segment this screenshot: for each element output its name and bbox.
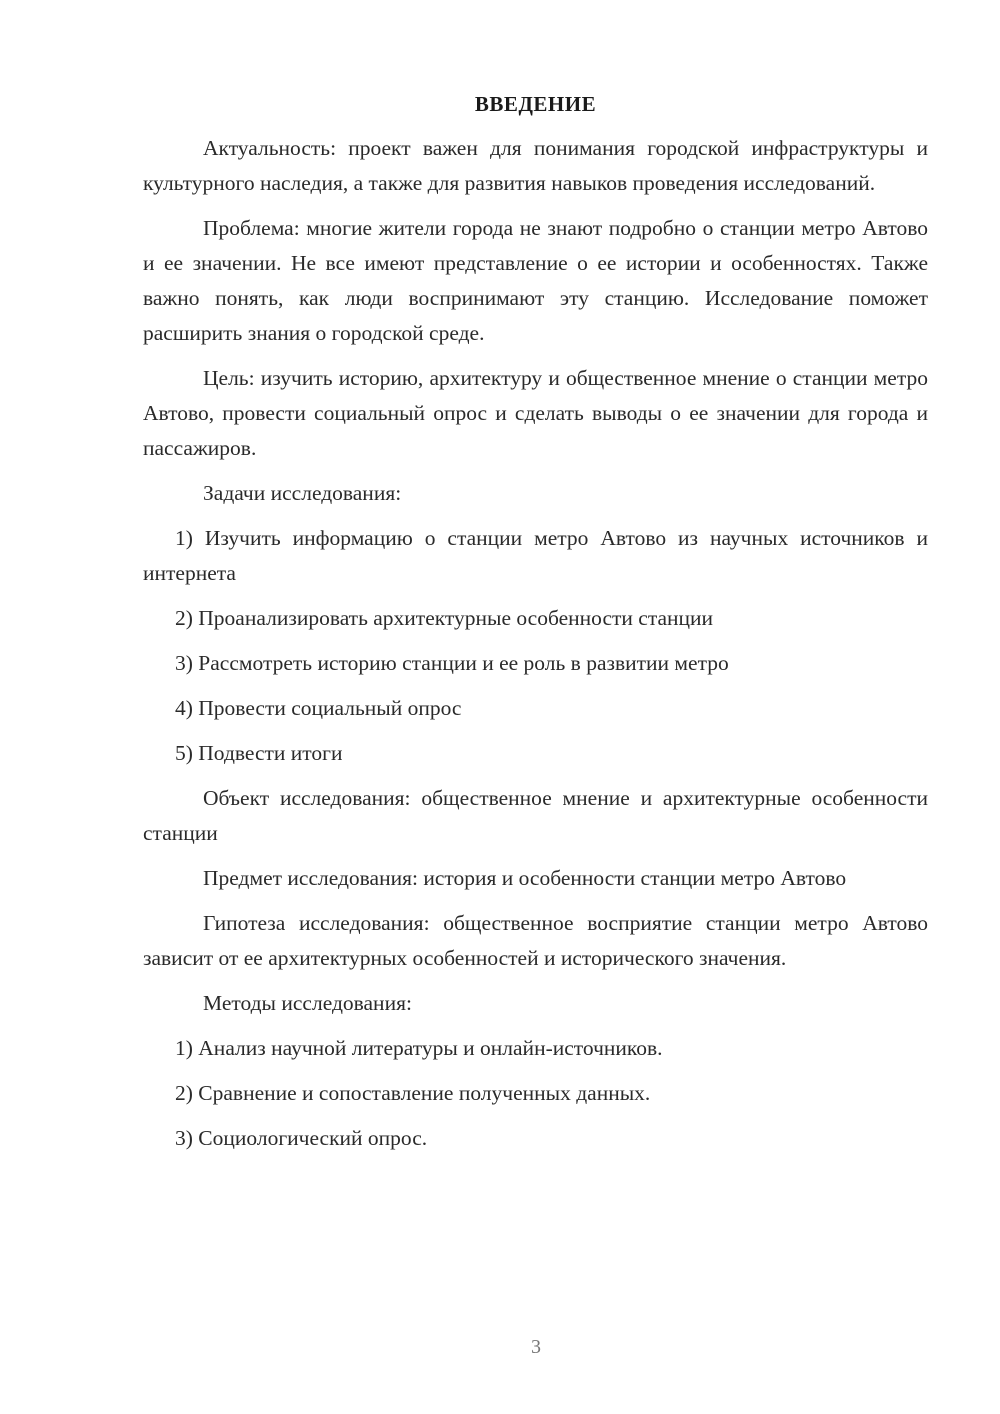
methods-heading: Методы исследования: (203, 991, 412, 1015)
relevance-paragraph: Актуальность: проект важен для понимания городской инфраструктуры и культурного наследия, а также для развития навыков проведения исследований. (143, 136, 928, 195)
problem-paragraph: Проблема: многие жители города не знают подробно о станции метро Автово и ее значении. Не все имеют представление о ее истории и особенностях. Также важно понять, как люди воспринимают эту станцию. Исследование поможет расширить знания о городской среде. (143, 216, 928, 345)
hypothesis-paragraph: Гипотеза исследования: общественное восприятие станции метро Автово зависит от ее архитектурных особенностей и исторического значения. (143, 911, 928, 970)
task-item: 1) Изучить информацию о станции метро Автово из научных источников и интернета (143, 526, 928, 585)
task-item: 2) Проанализировать архитектурные особенности станции (175, 606, 714, 630)
page-number: 3 (531, 1336, 541, 1358)
method-item: 3) Социологический опрос. (175, 1126, 428, 1150)
goal-paragraph: Цель: изучить историю, архитектуру и общественное мнение о станции метро Автово, провести социальный опрос и сделать выводы о ее значении для города и пассажиров. (143, 366, 928, 460)
page-content (143, 92, 928, 1166)
method-item: 1) Анализ научной литературы и онлайн-источников. (175, 1036, 663, 1060)
task-item: 4) Провести социальный опрос (175, 696, 462, 720)
section-title: ВВЕДЕНИЕ (474, 92, 597, 116)
subject-paragraph: Предмет исследования: история и особенности станции метро Автово (203, 866, 847, 890)
object-paragraph: Объект исследования: общественное мнение и архитектурные особенности станции (143, 786, 928, 845)
task-item: 5) Подвести итоги (175, 741, 343, 765)
tasks-heading: Задачи исследования: (203, 481, 402, 505)
task-item: 3) Рассмотреть историю станции и ее роль в развитии метро (175, 651, 729, 675)
method-item: 2) Сравнение и сопоставление полученных данных. (175, 1081, 651, 1105)
